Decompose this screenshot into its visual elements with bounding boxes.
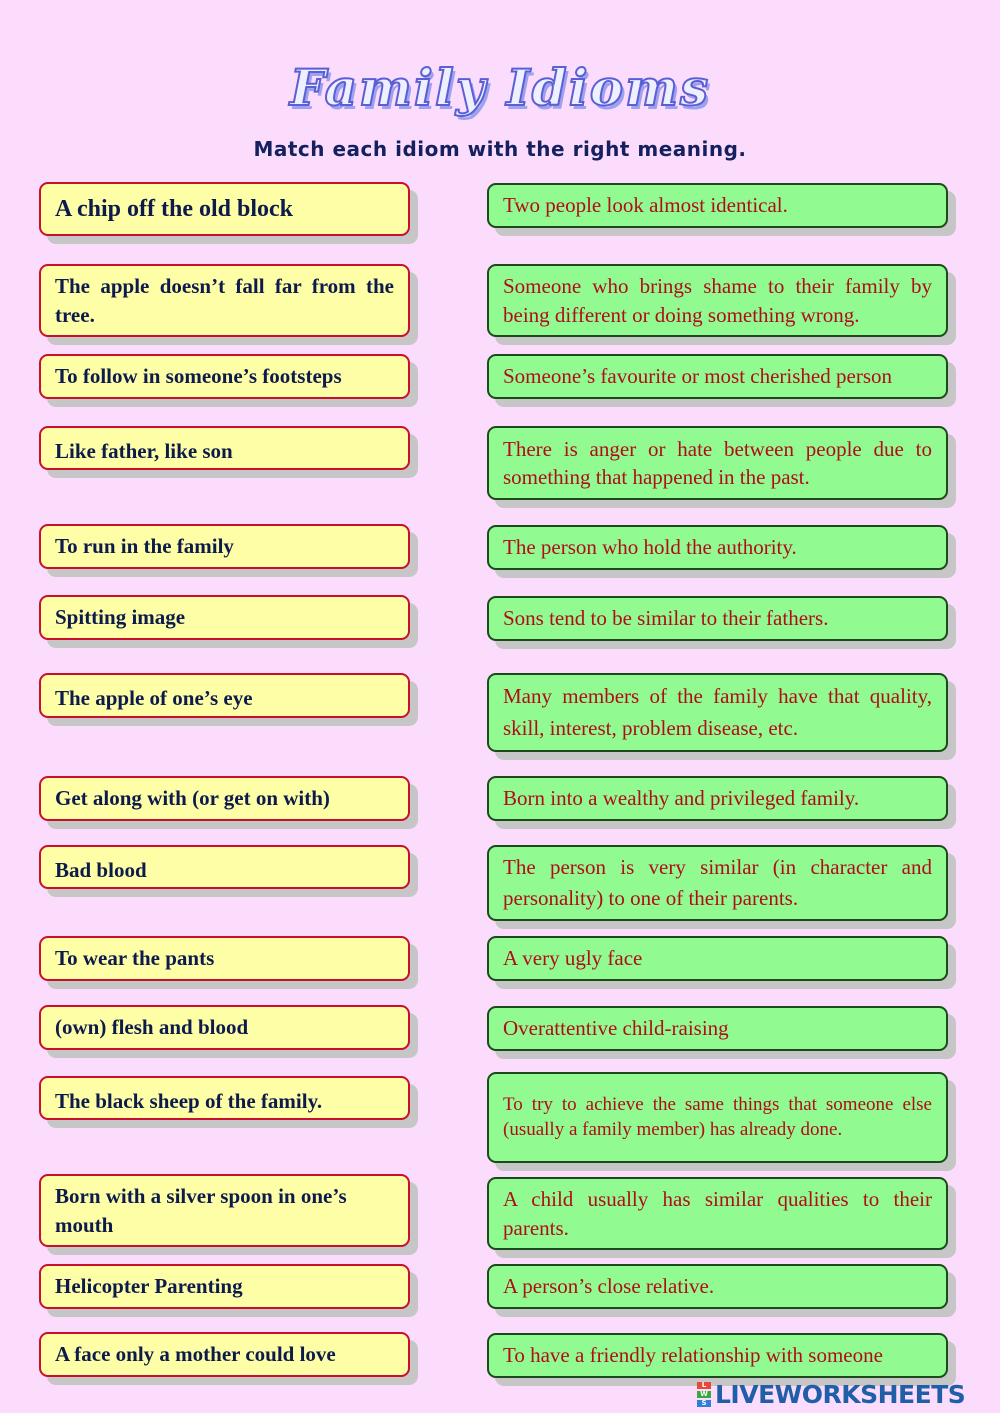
meaning-card[interactable] (487, 673, 948, 752)
idiom-text: The apple doesn’t fall far from the tree. (55, 274, 394, 327)
idiom-card[interactable] (39, 673, 410, 718)
idiom-card[interactable] (39, 524, 410, 569)
meaning-card[interactable] (487, 776, 948, 821)
logo-mark-letter: L (697, 1382, 711, 1389)
logo-mark-icon (697, 1381, 711, 1408)
meaning-text: A person’s close relative. (503, 1274, 715, 1299)
meaning-card[interactable] (487, 596, 948, 641)
idiom-text: To wear the pants (55, 946, 215, 971)
idiom-card[interactable] (39, 936, 410, 981)
idiom-text: A face only a mother could love (55, 1342, 336, 1367)
meaning-text: The person who hold the authority. (503, 535, 797, 560)
idiom-card[interactable] (39, 1264, 410, 1309)
meaning-text: The person is very similar (in character and personality) to one of their parents. (503, 854, 932, 910)
meaning-text: Two people look almost identical. (503, 193, 788, 218)
idiom-card[interactable] (39, 1005, 410, 1050)
idiom-text: Spitting image (55, 605, 186, 630)
page-title: Family Idioms (289, 58, 711, 117)
meaning-card[interactable] (487, 264, 948, 337)
idiom-card[interactable] (39, 595, 410, 640)
logo-mark-letter: W (697, 1391, 711, 1398)
meaning-text: A very ugly face (503, 946, 643, 971)
idiom-card[interactable] (39, 1174, 410, 1247)
meaning-card[interactable] (487, 183, 948, 228)
idiom-text: Born with a silver spoon in one’s mouth (55, 1184, 347, 1237)
idiom-text: Get along with (or get on with) (55, 786, 330, 811)
meaning-card[interactable] (487, 354, 948, 399)
meaning-card[interactable] (487, 525, 948, 570)
meaning-text: Sons tend to be similar to their fathers. (503, 606, 829, 631)
idiom-text: Bad blood (55, 858, 147, 882)
meaning-text: To have a friendly relationship with someone (503, 1343, 883, 1368)
idiom-card[interactable] (39, 776, 410, 821)
liveworksheets-logo (697, 1380, 993, 1408)
idiom-card[interactable] (39, 354, 410, 399)
idiom-card[interactable] (39, 426, 410, 470)
meaning-card[interactable] (487, 1006, 948, 1051)
idiom-text: The apple of one’s eye (55, 686, 253, 710)
idiom-text: Like father, like son (55, 439, 233, 463)
meaning-text: Overattentive child-raising (503, 1016, 729, 1041)
meaning-card[interactable] (487, 1333, 948, 1378)
meaning-card[interactable] (487, 845, 948, 921)
meaning-text: There is anger or hate between people due to something that happened in the past. (503, 436, 932, 489)
idiom-card[interactable] (39, 1332, 410, 1377)
meaning-card[interactable] (487, 936, 948, 981)
meaning-text: Someone’s favourite or most cherished person (503, 364, 892, 389)
idiom-text: To run in the family (55, 534, 234, 559)
idiom-card[interactable] (39, 1076, 410, 1120)
instructions: Match each idiom with the right meaning. (253, 137, 747, 161)
idiom-card[interactable] (39, 845, 410, 889)
meaning-card[interactable] (487, 426, 948, 500)
idiom-text: (own) flesh and blood (55, 1015, 249, 1040)
meaning-card[interactable] (487, 1177, 948, 1250)
meaning-text: Many members of the family have that quality, skill, interest, problem disease, etc. (503, 684, 932, 740)
meaning-card[interactable] (487, 1264, 948, 1309)
idiom-text: A chip off the old block (55, 195, 294, 222)
meaning-text: Someone who brings shame to their family by being different or doing something wrong. (503, 274, 932, 327)
idiom-card[interactable] (39, 264, 410, 337)
idiom-text: To follow in someone’s footsteps (55, 364, 342, 389)
idiom-text: Helicopter Parenting (55, 1274, 243, 1299)
meaning-text: To try to achieve the same things that someone else (usually a family member) has already done. (503, 1093, 932, 1140)
logo-mark-letter: S (697, 1400, 711, 1407)
idiom-card[interactable] (39, 182, 410, 236)
idiom-text: The black sheep of the family. (55, 1089, 323, 1113)
meaning-card[interactable] (487, 1072, 948, 1163)
meaning-text: A child usually has similar qualities to their parents. (503, 1187, 932, 1240)
logo-text: LIVEWORKSHEETS (715, 1379, 966, 1409)
meaning-text: Born into a wealthy and privileged family. (503, 786, 860, 811)
